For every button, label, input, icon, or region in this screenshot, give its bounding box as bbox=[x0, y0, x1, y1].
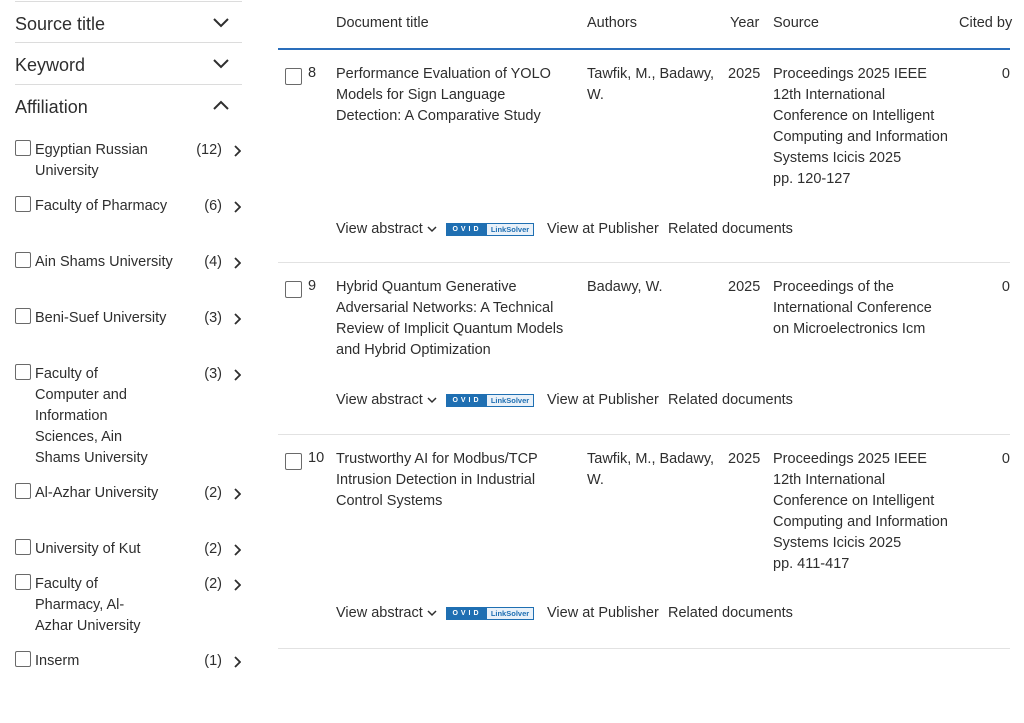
linksolver-label: LinkSolver bbox=[487, 608, 533, 619]
source bbox=[773, 277, 933, 340]
ovid-logo: OVID bbox=[447, 608, 487, 619]
affiliation-name: Ain Shams University bbox=[35, 254, 173, 270]
related-documents-link[interactable]: Related documents bbox=[668, 221, 793, 237]
row-divider bbox=[278, 648, 1010, 649]
document-title-link[interactable]: Hybrid Quantum Generative Adversarial Networks: A Technical Review of Implicit Quantum Models and Hybrid Optimization bbox=[336, 279, 564, 358]
filter-affiliation[interactable] bbox=[15, 85, 242, 127]
chevron-right-icon[interactable] bbox=[233, 257, 241, 269]
filter-title: Source title bbox=[15, 14, 106, 34]
authors-link[interactable]: Tawfik, M., Badawy, W. bbox=[587, 66, 715, 103]
row-divider bbox=[278, 262, 1010, 263]
source-pages: pp. 120-127 bbox=[773, 171, 851, 187]
source-title[interactable]: Proceedings 2025 IEEE 12th International Conference on Intelligent Computing and Information Systems Icicis 2025 bbox=[773, 451, 948, 551]
affiliation-checkbox[interactable] bbox=[15, 574, 31, 590]
authors-link[interactable]: Tawfik, M., Badawy, W. bbox=[587, 451, 715, 488]
row-checkbox[interactable] bbox=[285, 453, 302, 470]
affiliation-count: (6) bbox=[204, 198, 222, 214]
filter-sidebar bbox=[0, 0, 258, 723]
row-checkbox[interactable] bbox=[285, 68, 302, 85]
ovid-linksolver-button[interactable] bbox=[446, 607, 534, 620]
view-abstract-label: View abstract bbox=[336, 221, 423, 237]
filter-keyword[interactable] bbox=[15, 43, 242, 85]
row-number: 10 bbox=[308, 450, 325, 466]
view-at-publisher-link[interactable]: View at Publisher bbox=[547, 221, 659, 237]
affiliation-name: University of Kut bbox=[35, 541, 141, 557]
document-title-link[interactable]: Performance Evaluation of YOLO Models for Sign Language Detection: A Comparative Study bbox=[336, 66, 551, 124]
affiliation-item[interactable] bbox=[15, 483, 242, 525]
year: 2025 bbox=[728, 451, 761, 467]
affiliation-count: (12) bbox=[196, 142, 222, 158]
row-number: 8 bbox=[308, 65, 317, 81]
chevron-right-icon[interactable] bbox=[233, 145, 241, 157]
affiliation-name: Egyptian Russian University bbox=[35, 142, 148, 179]
affiliation-name: Faculty of Computer and Information Sciences, Ain Shams University bbox=[35, 366, 148, 466]
affiliation-item[interactable] bbox=[15, 196, 242, 238]
affiliation-name: Beni-Suef University bbox=[35, 310, 167, 326]
source-title[interactable]: Proceedings of the International Conference on Microelectronics Icm bbox=[773, 279, 932, 337]
row-actions bbox=[336, 605, 996, 627]
year: 2025 bbox=[728, 66, 761, 82]
affiliation-count: (1) bbox=[204, 653, 222, 669]
view-abstract-label: View abstract bbox=[336, 392, 423, 408]
affiliation-checkbox[interactable] bbox=[15, 252, 31, 268]
row-number: 9 bbox=[308, 278, 317, 294]
column-header-title[interactable]: Document title bbox=[336, 15, 429, 31]
filter-source-title[interactable] bbox=[15, 1, 242, 43]
view-abstract-button[interactable] bbox=[336, 221, 437, 237]
affiliation-count: (3) bbox=[204, 366, 222, 382]
view-at-publisher-link[interactable]: View at Publisher bbox=[547, 605, 659, 621]
view-abstract-button[interactable] bbox=[336, 392, 437, 408]
affiliation-checkbox[interactable] bbox=[15, 364, 31, 380]
view-abstract-button[interactable] bbox=[336, 605, 437, 621]
document-title-link[interactable]: Trustworthy AI for Modbus/TCP Intrusion Detection in Industrial Control Systems bbox=[336, 451, 538, 509]
ovid-logo: OVID bbox=[447, 395, 487, 406]
affiliation-count: (4) bbox=[204, 254, 222, 270]
filter-title: Keyword bbox=[15, 55, 86, 75]
linksolver-label: LinkSolver bbox=[487, 224, 533, 235]
affiliation-count: (2) bbox=[204, 576, 222, 592]
chevron-right-icon[interactable] bbox=[233, 369, 241, 381]
source-title[interactable]: Proceedings 2025 IEEE 12th International Conference on Intelligent Computing and Information Systems Icicis 2025 bbox=[773, 66, 948, 166]
ovid-linksolver-button[interactable] bbox=[446, 394, 534, 407]
chevron-right-icon[interactable] bbox=[233, 313, 241, 325]
chevron-down-icon bbox=[427, 226, 437, 233]
cited-by-count: 0 bbox=[1001, 279, 1010, 295]
affiliation-item[interactable] bbox=[15, 364, 242, 469]
affiliation-name: Faculty of Pharmacy bbox=[35, 198, 168, 214]
affiliation-count: (2) bbox=[204, 485, 222, 501]
cited-by-count: 0 bbox=[1001, 451, 1010, 467]
chevron-up-icon[interactable] bbox=[212, 99, 230, 111]
affiliation-count: (2) bbox=[204, 541, 222, 557]
ovid-linksolver-button[interactable] bbox=[446, 223, 534, 236]
source bbox=[773, 64, 953, 190]
linksolver-label: LinkSolver bbox=[487, 395, 533, 406]
affiliation-checkbox[interactable] bbox=[15, 140, 31, 156]
affiliation-item[interactable] bbox=[15, 574, 242, 637]
affiliation-name: Faculty of Pharmacy, Al-Azhar University bbox=[35, 576, 141, 634]
chevron-right-icon[interactable] bbox=[233, 579, 241, 591]
row-checkbox[interactable] bbox=[285, 281, 302, 298]
view-at-publisher-link[interactable]: View at Publisher bbox=[547, 392, 659, 408]
affiliation-checkbox[interactable] bbox=[15, 651, 31, 667]
affiliation-item[interactable] bbox=[15, 140, 242, 182]
affiliation-item[interactable] bbox=[15, 308, 242, 350]
related-documents-link[interactable]: Related documents bbox=[668, 392, 793, 408]
column-header-year[interactable]: Year bbox=[730, 15, 760, 31]
chevron-down-icon bbox=[427, 397, 437, 404]
affiliation-checkbox[interactable] bbox=[15, 308, 31, 324]
affiliation-checkbox[interactable] bbox=[15, 539, 31, 555]
cited-by-count: 0 bbox=[1001, 66, 1010, 82]
filter-title: Affiliation bbox=[15, 97, 88, 117]
related-documents-link[interactable]: Related documents bbox=[668, 605, 793, 621]
chevron-right-icon[interactable] bbox=[233, 488, 241, 500]
header-divider bbox=[278, 48, 1010, 50]
authors-link[interactable]: Badawy, W. bbox=[587, 279, 663, 295]
affiliation-item[interactable] bbox=[15, 539, 242, 560]
affiliation-name: Inserm bbox=[35, 653, 80, 669]
column-header-authors[interactable]: Authors bbox=[587, 15, 637, 31]
chevron-down-icon[interactable] bbox=[212, 16, 230, 28]
affiliation-checkbox[interactable] bbox=[15, 196, 31, 212]
affiliation-count: (3) bbox=[204, 310, 222, 326]
column-header-cited-by[interactable]: Cited by bbox=[959, 15, 1013, 31]
row-actions bbox=[336, 392, 996, 414]
year: 2025 bbox=[728, 279, 761, 295]
ovid-logo: OVID bbox=[447, 224, 487, 235]
row-divider bbox=[278, 434, 1010, 435]
chevron-down-icon[interactable] bbox=[212, 57, 230, 69]
affiliation-item[interactable] bbox=[15, 651, 242, 672]
affiliation-checkbox[interactable] bbox=[15, 483, 31, 499]
row-actions bbox=[336, 221, 996, 243]
view-abstract-label: View abstract bbox=[336, 605, 423, 621]
chevron-right-icon[interactable] bbox=[233, 201, 241, 213]
chevron-right-icon[interactable] bbox=[233, 656, 241, 668]
source bbox=[773, 449, 953, 575]
chevron-down-icon bbox=[427, 610, 437, 617]
source-pages: pp. 411-417 bbox=[773, 556, 850, 572]
column-header-source[interactable]: Source bbox=[773, 15, 819, 31]
chevron-right-icon[interactable] bbox=[233, 544, 241, 556]
affiliation-name: Al-Azhar University bbox=[35, 485, 159, 501]
affiliation-item[interactable] bbox=[15, 252, 242, 294]
